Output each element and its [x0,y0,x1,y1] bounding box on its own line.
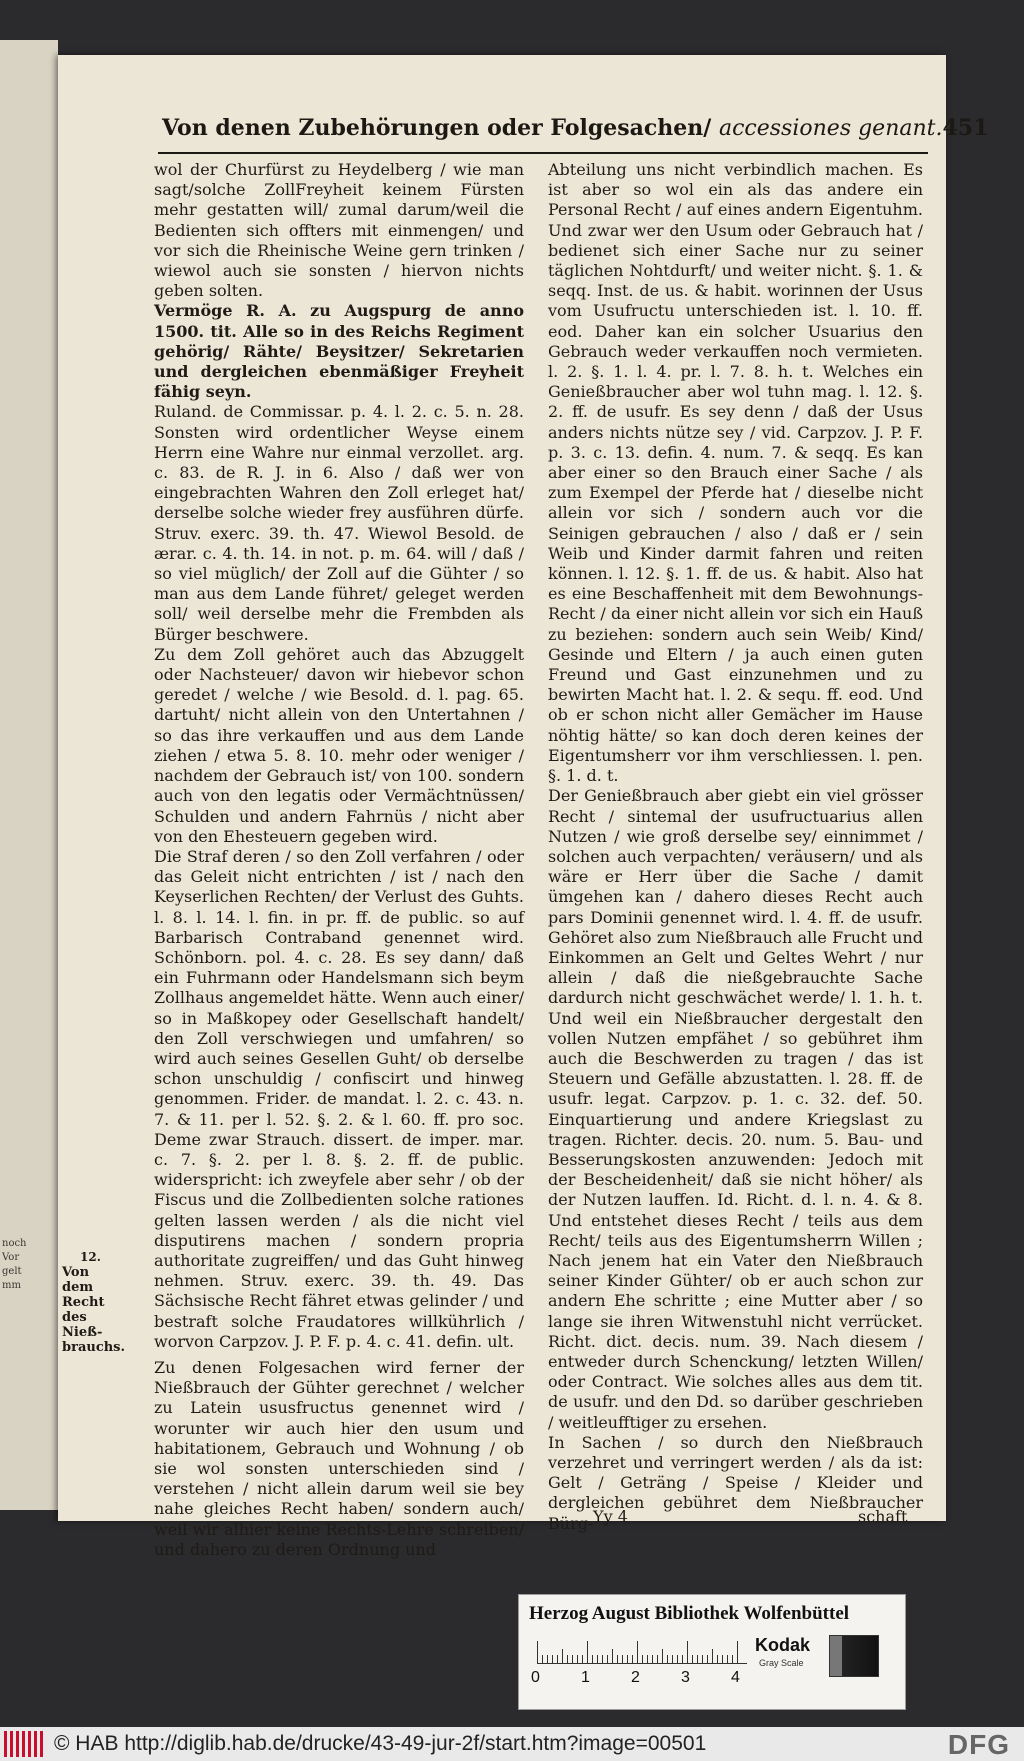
kodak-brand: Kodak [755,1635,811,1655]
library-title: Herzog August Bibliothek Wolfenbüttel [529,1603,850,1624]
ruler-tick [667,1655,668,1663]
edge-fragment: mm [2,1280,21,1291]
gray-scale-label: Gray Scale [759,1658,804,1668]
paragraph: Zu dem Zoll gehöret auch das Abzuggelt oder Nachsteuer/ davon wir hiebevor schon geredet / welche / wie Besold. d. l. pag. 65. dartuht/ nicht allein von den Untertahnen / so das ihre verkauffen und aus dem Lande ziehen / etwa 5. 8. 10. mehr oder weniger / nachdem der Gebrauch ist/ von 100. sondern auch von den legatis oder Vermächtnüssen/ Schulden und andern Fahrnüs / nicht aber von den Ehesteuern gegeben wird. [154,644,524,846]
ruler-tick [562,1649,563,1663]
ruler-tick [652,1655,653,1663]
paragraph: Vermöge R. A. zu Augspurg de anno 1500. tit. Alle so in des Reichs Regiment gehörig/ Rähte/ Beysitzer/ Sekretarien und dergleichen ebenmäßiger Freyheit fähig seyn. [154,301,524,402]
library-label [518,1594,906,1710]
ruler-tick [632,1655,633,1663]
ruler-tick [617,1655,618,1663]
ruler-tick [582,1655,583,1663]
header-rule [158,152,928,154]
running-header [162,115,989,141]
ruler-tick [622,1655,623,1663]
book-page [58,55,989,1559]
header-title-latin: accessiones genant. [718,116,943,141]
header-title: Von denen Zubehörungen oder Folgesachen/ [162,115,712,141]
margin-number: 12. [80,1250,101,1264]
ruler-tick [692,1655,693,1663]
ruler-tick [697,1655,698,1663]
ruler-tick [597,1655,598,1663]
ruler-tick [557,1655,558,1663]
paragraph: wol der Churfürst zu Heydelberg / wie man sagt/solche ZollFreyheit keinem Fürsten mehr gestatten will/ zumal darum/weil die Bedienten sich offters mit einmengen/ und vor sich die Rheinische Weine gern trinken / wiewol auch sie sonsten / hiervon nichts geben solten. [154,160,524,301]
ruler-tick [672,1655,673,1663]
ruler-tick [577,1655,578,1663]
right-column [548,160,923,1534]
dfg-logo: DFG [947,1729,1010,1760]
ruler-tick [647,1655,648,1663]
ruler-number: 1 [581,1669,590,1686]
ruler-tick [662,1649,663,1663]
margin-note: Von dem Recht des Nieß-brauchs. [62,1265,126,1355]
signature-mark: Yy 4 [593,1507,628,1526]
ruler-tick [737,1641,738,1663]
footer-url[interactable]: © HAB http://diglib.hab.de/drucke/43-49-jur-2f/start.htm?image=00501 [54,1732,707,1755]
ruler-tick [712,1649,713,1663]
paragraph: Die Straf deren / so den Zoll verfahren / oder das Geleit nicht entrichten / ist / nach den Keyserlichen Rechten/ der Verlust des Guhts. l. 8. l. 14. l. fin. in pr. ff. de public. so auf Barbarisch Contraband genennet wird. Schönborn. pol. 4. c. 28. Es sey dann/ daß ein Fuhrmann oder Handelsmann sich beym Zollhaus angemeldet hätte. Wenn auch einer/ so in Maßkopey oder Gesellschaft handelt/ den Zoll verschwiegen und umfahren/ so wird auch seines Gesellen Guht/ ob derselbe schon unschuldig / confiscirt und hinweg genommen. Frider. de mandat. l. 2. c. 43. n. 7. & 11. per l. 52. §. 2. & l. 60. ff. pro soc. Deme zwar Strauch. dissert. de imper. mar. c. 7. §. 2. per l. 8. §. 2. ff. de public. widerspricht: ich zweyfele aber sehr / ob der Fiscus und die Zollbedienten solche rationes gelten lassen werden / als die nicht viel disputirens machen / sondern propria authoritate zugreiffen/ und das Guht hinweg nehmen. Struv. exerc. 39. th. 49. Das Sächsische Recht fähret etwas gelinder / und bestraft solche Fraudatores willkührlich / worvon Carpzov. J. P. F. p. 4. c. 41. defin. ult. [154,846,524,1351]
paragraph: Der Genießbrauch aber giebt ein viel grösser Recht / sintemal der usufructuarius allen Nutzen / wie groß derselbe sey/ einnimmet / solchen auch verpachten/ veräusern/ und als wäre er Herr über die Sache / damit ümgehen kan / dahero dieses Recht auch pars Dominii genennet wird. l. 4. ff. de usufr. Gehöret also zum Nießbrauch alle Frucht und Einkommen an Gelt und Geltes Wehrt / nur allein / daß die nießgebrauchte Sache dardurch nicht geschwächet werde/ l. 1. h. t. Und weil ein Nießbraucher dergestalt den vollen Nutzen empfähet / so gebühret ihm auch die Beschwerden zu tragen / das ist Steuern und Gefälle abzustatten. l. 28. ff. de usufr. legat. Carpzov. p. 1. c. 32. def. 50. Einquartierung und andere Kriegslast zu tragen. Richter. decis. 20. num. 5. Bau- und Besserungskosten anzuwenden: Jedoch mit der Bescheidenheit/ daß sie nicht höher/ als der Nutzen lauffen. Id. Richt. d. l. n. 4. & 8. Und entstehet dieses Recht / teils aus dem Recht/ teils aus des Eigentumsherrn Willen ; Nach jenem hat ein Vater den Nießbrauch seiner Kinder Gühter/ ob er auch schon zur andern Ehe schritte ; eine Mutter aber / so lange sie ihren Witwenstuhl nicht verrücket. Richt. dict. decis. num. 39. Nach diesem / entweder durch Schenckung/ letzten Willen/ oder Contract. Wie solches alles aus dem tit. de usufr. und den Dd. so darüber geschrieben / weitleufftiger zu ersehen. [548,786,923,1432]
ruler-tick [607,1655,608,1663]
ruler-tick [722,1655,723,1663]
gray-swatch [829,1635,879,1677]
ruler-tick [587,1641,588,1663]
gray-scale-ruler [537,1637,747,1664]
ruler-tick [537,1641,538,1663]
ruler-tick [642,1655,643,1663]
ruler-tick [627,1655,628,1663]
page-number: 451 [942,115,989,141]
ruler-tick [732,1655,733,1663]
catchword: schaft [858,1507,908,1526]
paragraph: Ruland. de Commissar. p. 4. l. 2. c. 5. n. 28. Sonsten wird ordentlicher Weyse einem Herrn eine Wahre nur einmal verzollet. arg. c. 83. de R. J. in 6. Also / daß wer von eingebrachten Wahren den Zoll erleget hat/ derselbe solche wieder frey ausführen dürfe. Struv. exerc. 39. th. 47. Wiewol Besold. de ærar. c. 4. th. 14. in not. p. m. 64. will / daß / so viel müglich/ der Zoll auf die Gühter / so man aus dem Lande führet/ geleget werden soll/ weil derselbe mehr die Frembden als Bürger beschwere. [154,402,524,644]
paragraph: Abteilung uns nicht verbindlich machen. Es ist aber so wol ein als das andere ein Personal Recht / auf eines andern Eigentuhm. Und zwar wer den Usum oder Gebrauch hat / bedienet sich einer Sache nur zu seiner täglichen Nohtdurft/ und weiter nicht. §. 1. & seqq. Inst. de us. & habit. worinnen der Usus vom Usufructu unterschieden ist. l. 10. ff. eod. Daher kan ein solcher Usuarius den Gebrauch weder verkauffen noch vermieten. l. 2. §. 1. l. 4. pr. l. 7. 8. h. t. Welches ein Genießbraucher aber wol tuhn mag. l. 12. §. 2. ff. de usufr. Es sey denn / daß der Usus anders nichts nütze sey / vid. Carpzov. J. P. F. p. 3. c. 13. defin. 4. num. 7. & seqq. Es kan aber einer so den Brauch einer Sache / als zum Exempel der Pferde hat / dieselbe nicht allein vor sich / sondern auch vor die Seinigen gebrauchen / also / daß er / sein Weib und Kinder darmit fahren und reiten können. l. 12. §. 1. ff. de us. & habit. Also hat es eine Beschaffenheit mit dem Bewohnungs-Recht / da einer nicht allein vor sich ein Hauß zu beziehen: sondern auch sein Weib/ Kind/ Gesinde und Eltern / ja auch einen guten Freund und Gast einzunehmen und zu bewirten Macht hat. l. 2. & sequ. ff. eod. Und ob er schon nicht aller Gemächer im Hause nöhtig hätte/ so kan doch deren keines der Eigentumsherr vor ihm verschliessen. l. pen. §. 1. d. t. [548,160,923,786]
ruler-number: 0 [531,1669,540,1686]
ruler-tick [567,1655,568,1663]
ruler-tick [547,1655,548,1663]
ruler-tick [727,1655,728,1663]
paragraph: Zu denen Folgesachen wird ferner der Nießbrauch der Gühter gerechnet / welcher zu Latein ususfructus genennet wird / worunter wir auch hier den usum und habitationem, Gebrauch und Wohnung / ob sie wol sonsten unterschieden sind / verstehen / nicht allein darum weil sie bey nahe gleiches Recht haben/ sondern auch/ weil wir alhier keine Rechts-Lehre schreiben/ und dahero zu deren Ordnung und [154,1357,524,1559]
ruler-number: 3 [681,1669,690,1686]
left-column [154,160,524,1560]
edge-fragment: Vor [2,1252,20,1263]
ruler-tick [677,1655,678,1663]
ruler-tick [612,1649,613,1663]
ruler-number: 2 [631,1669,640,1686]
ruler-tick [682,1655,683,1663]
left-facing-page [0,40,58,1510]
ruler-tick [707,1655,708,1663]
ruler-tick [657,1655,658,1663]
edge-fragment: noch [2,1238,27,1249]
ruler-tick [602,1655,603,1663]
ruler-tick [637,1641,638,1663]
ruler-tick [542,1655,543,1663]
ruler-tick [552,1655,553,1663]
ruler-tick [572,1655,573,1663]
ruler-tick [717,1655,718,1663]
hab-logo-icon [4,1731,46,1757]
footer-bar [0,1727,1024,1761]
ruler-tick [702,1655,703,1663]
ruler-tick [592,1655,593,1663]
ruler-tick [687,1641,688,1663]
ruler-number: 4 [731,1669,740,1686]
paragraph: In Sachen / so durch den Nießbrauch verzehret und verringert werden / als da ist: Gelt / Geträng / Speise / Kleider und dergleichen gebühret dem Nießbraucher Bürg- [548,1432,923,1533]
edge-fragment: gelt [2,1266,22,1277]
